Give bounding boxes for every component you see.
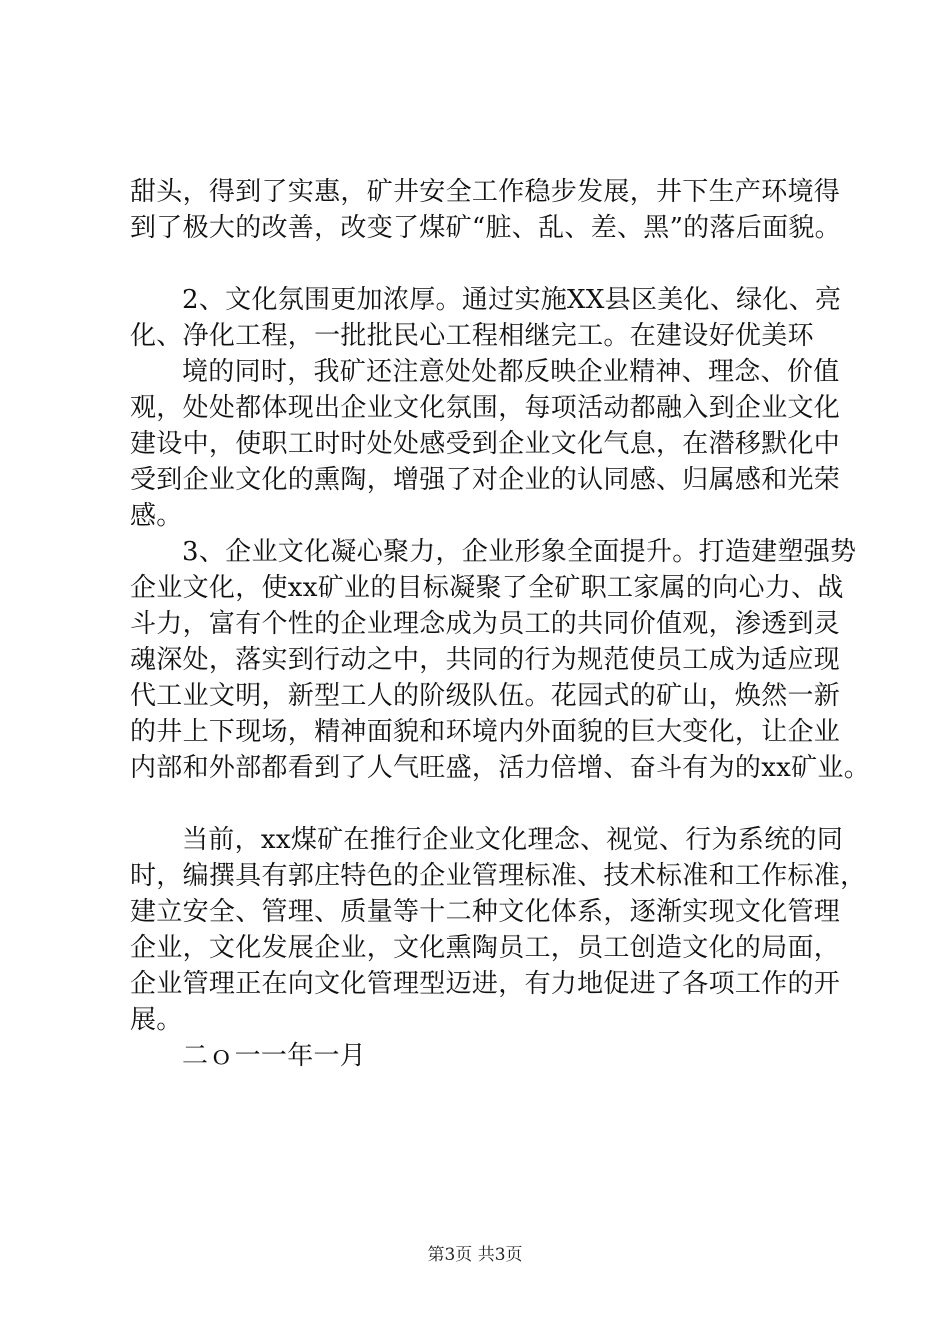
paragraph-1 (130, 174, 841, 246)
text-line: 斗力，富有个性的企业理念成为员工的共同价值观，渗透到灵 (130, 609, 841, 639)
paragraph-4 (130, 822, 867, 1038)
text-line: 2、文化氛围更加浓厚。通过实施XX县区美化、绿化、亮 (182, 285, 842, 315)
text-line: 企业，文化发展企业，文化熏陶员工，员工创造文化的局面， (130, 933, 841, 963)
text-line: 内部和外部都看到了人气旺盛，活力倍增、奋斗有为的xx矿业。 (130, 753, 871, 783)
paragraph-gap (130, 786, 830, 822)
text-line: 企业文化，使xx矿业的目标凝聚了全矿职工家属的向心力、战 (130, 573, 844, 603)
text-line: 时，编撰具有郭庄特色的企业管理标准、技术标准和工作标准， (130, 861, 867, 891)
document-date: 二ｏ一一年一月 (182, 1041, 367, 1071)
text-line: 魂深处，落实到行动之中，共同的行为规范使员工成为适应现 (130, 645, 841, 675)
date-line (130, 1038, 830, 1074)
text-line: 企业管理正在向文化管理型迈进，有力地促进了各项工作的开 (130, 969, 841, 999)
text-line: 建立安全、管理、质量等十二种文化体系，逐渐实现文化管理 (130, 897, 841, 927)
text-line: 代工业文明，新型工人的阶级队伍。花园式的矿山，焕然一新 (130, 681, 841, 711)
text-line: 当前，xx煤矿在推行企业文化理念、视觉、行为系统的同 (182, 825, 844, 855)
paragraph-2 (130, 282, 842, 534)
text-line: 观，处处都体现出企业文化氛围，每项活动都融入到企业文化 (130, 393, 841, 423)
text-line: 到了极大的改善，改变了煤矿“脏、乱、差、黑”的落后面貌。 (130, 213, 841, 243)
text-line: 受到企业文化的熏陶，增强了对企业的认同感、归属感和光荣 (130, 465, 841, 495)
paragraph-gap (130, 246, 830, 282)
text-line: 化、净化工程，一批批民心工程相继完工。在建设好优美环 (130, 321, 814, 351)
document-body (130, 174, 871, 1074)
paragraph-3 (130, 534, 871, 786)
text-line: 感。 (130, 501, 183, 531)
text-line: 3、企业文化凝心聚力，企业形象全面提升。打造建塑强势 (182, 537, 857, 567)
page-number-footer: 第3页 共3页 (427, 1245, 523, 1265)
text-line: 的井上下现场，精神面貌和环境内外面貌的巨大变化，让企业 (130, 717, 841, 747)
text-line: 甜头，得到了实惠，矿井安全工作稳步发展，井下生产环境得 (130, 177, 841, 207)
text-line: 展。 (130, 1005, 183, 1035)
text-line: 建设中，使职工时时处处感受到企业文化气息，在潜移默化中 (130, 429, 841, 459)
text-line: 境的同时，我矿还注意处处都反映企业精神、理念、价值 (182, 357, 840, 387)
